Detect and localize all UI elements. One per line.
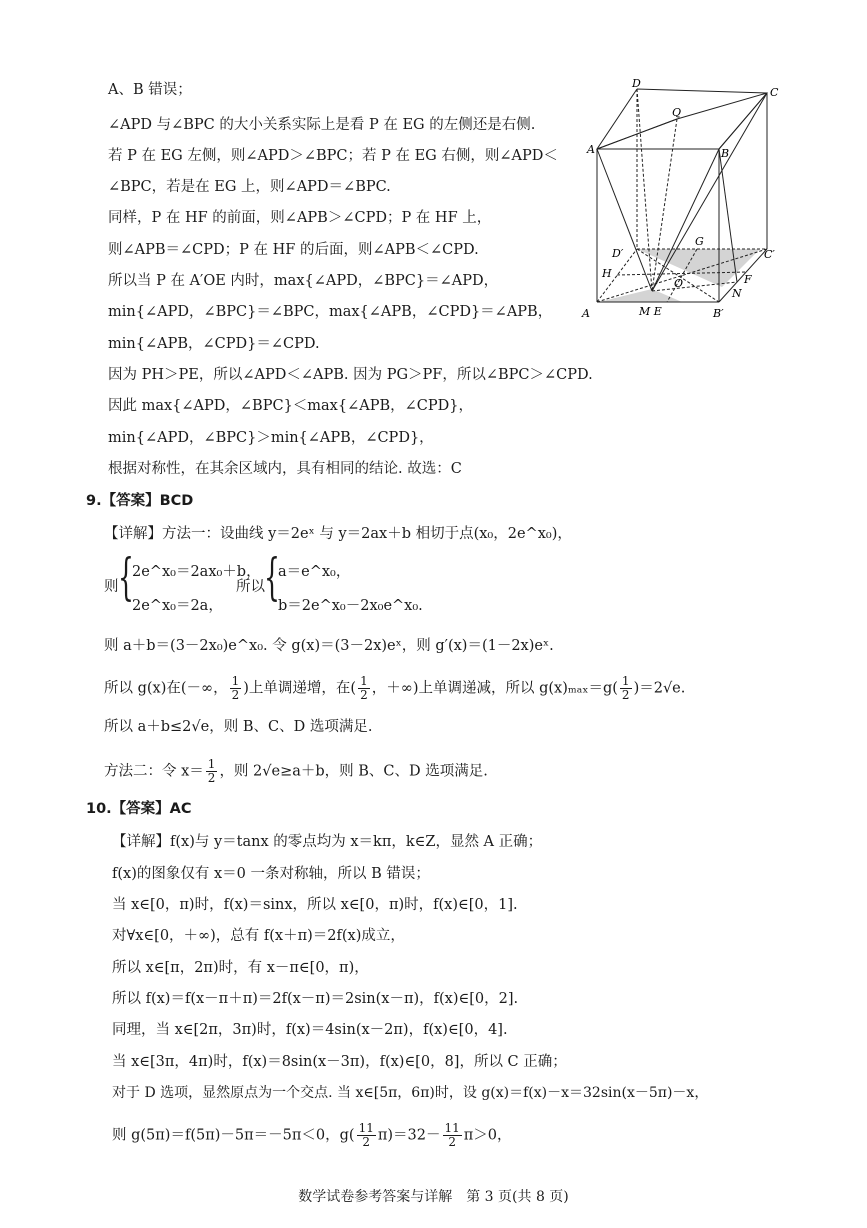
fraction-eleven-halves [357, 1122, 376, 1149]
label-B: B [721, 147, 730, 160]
fraction-one-half [230, 675, 242, 702]
fraction-one-half [620, 675, 632, 702]
equation: 2e^x₀＝2ax₀＋b， [132, 564, 261, 580]
label-D-prime: D′ [612, 247, 624, 260]
text-line: 若 P 在 EG 左侧，则∠APD＞∠BPC；若 P 在 EG 右侧，则∠APD＜ [108, 148, 558, 164]
text-line: 同样，P 在 HF 的前面，则∠APB＞∠CPD；P 在 HF 上， [108, 210, 492, 226]
text-line: 对于 D 选项，显然原点为一个交点. 当 x∈[5π，6π)时，设 g(x)＝f(x)－x＝32sin(x－5π)－x， [112, 1085, 709, 1101]
label-A: A [587, 143, 595, 156]
text-line: 所以 a＋b≤2√e，则 B、C、D 选项满足. [104, 719, 373, 735]
label-F: F [744, 273, 752, 286]
text-line: min{∠APB，∠CPD}＝∠CPD. [108, 336, 320, 352]
numerator: 1 [231, 674, 240, 688]
denominator: 2 [231, 688, 240, 702]
text-line: 对∀x∈[0，＋∞)，总有 f(x＋π)＝2f(x)成立， [112, 928, 405, 944]
text-segment: )＝2√e. [633, 680, 686, 697]
label-N: N [732, 287, 742, 300]
text-line: 【详解】方法一：设曲线 y＝2eˣ 与 y＝2ax＋b 相切于点(x₀，2e^x₀)， [104, 526, 572, 542]
text-segment: 方法二：令 x＝ [104, 763, 204, 780]
text-line: f(x)的图象仅有 x＝0 一条对称轴，所以 B 错误； [112, 866, 430, 882]
text-segment: π)＝32－ [377, 1127, 441, 1144]
text-line: 所以 f(x)＝f(x－π＋π)＝2f(x－π)＝2sin(x－π)，f(x)∈[0，2]. [112, 991, 519, 1007]
text-line: 因为 PH＞PE，所以∠APD＜∠APB. 因为 PG＞PF，所以∠BPC＞∠CPD. [108, 367, 593, 383]
numerator: 1 [207, 757, 216, 771]
label-D: D [632, 77, 641, 90]
label-G: G [695, 235, 704, 248]
label-O: O [674, 277, 684, 290]
text-segment: π＞0， [463, 1127, 512, 1144]
cube-geometry-figure [577, 77, 787, 327]
text-line: 根据对称性，在其余区域内，具有相同的结论. 故选：C [108, 461, 462, 477]
fraction-eleven-halves [443, 1122, 462, 1149]
denominator: 2 [360, 688, 368, 702]
text-segment: ，＋∞)上单调递减，所以 g(x)ₘₐₓ＝g( [371, 680, 618, 697]
text-segment: )上单调递增，在( [243, 680, 357, 697]
text-line [104, 675, 685, 702]
text-line [104, 758, 488, 785]
text-line [112, 1122, 512, 1149]
numerator: 11 [358, 1121, 374, 1135]
text-line: min{∠APD，∠BPC}＞min{∠APB，∠CPD}， [108, 430, 434, 446]
text-segment: ，则 2√e≥a＋b，则 B、C、D 选项满足. [219, 763, 488, 780]
label-C: C [770, 86, 779, 99]
label-M-E: M E [639, 305, 662, 318]
label-B-prime: B′ [713, 307, 724, 320]
text-segment: 所以 g(x)在(－∞， [104, 680, 228, 697]
denominator: 2 [448, 1135, 456, 1149]
text-line: ∠APD 与∠BPC 的大小关系实际上是看 P 在 EG 的左侧还是右侧. [108, 117, 536, 133]
left-brace: { [264, 548, 280, 606]
text-line: 所以 x∈[π，2π)时，有 x－π∈[0，π)， [112, 960, 369, 976]
numerator: 11 [444, 1121, 460, 1135]
text-line: 则∠APB＝∠CPD；P 在 HF 的后面，则∠APB＜∠CPD. [108, 242, 479, 258]
system-prefix: 则 [104, 579, 119, 595]
denominator: 2 [362, 1135, 371, 1149]
label-H: H [602, 267, 612, 280]
shaded-region-bottom [599, 289, 682, 302]
text-line: 当 x∈[0，π)时，f(x)＝sinx，所以 x∈[0，π)时，f(x)∈[0，1]. [112, 897, 518, 913]
text-line: A、B 错误； [108, 82, 192, 98]
label-Q: Q [672, 106, 682, 119]
label-A-bottom: A [582, 307, 590, 320]
page-footer: 数学试卷参考答案与详解 第 3 页(共 8 页) [298, 1189, 569, 1205]
equation: a＝e^x₀， [278, 564, 351, 580]
text-segment: 则 g(5π)＝f(5π)－5π＝－5π＜0，g( [112, 1127, 355, 1144]
denominator: 2 [207, 771, 216, 785]
numerator: 1 [360, 674, 368, 688]
question-10-heading: 10.【答案】AC [86, 801, 192, 817]
fraction-one-half [206, 758, 218, 785]
text-line: 所以当 P 在 A′OE 内时，max{∠APD，∠BPC}＝∠APD， [108, 273, 499, 289]
label-C-prime: C′ [764, 248, 775, 261]
text-line: 当 x∈[3π，4π)时，f(x)＝8sin(x－3π)，f(x)∈[0，8]，所以 C 正确； [112, 1054, 567, 1070]
denominator: 2 [621, 688, 630, 702]
numerator: 1 [621, 674, 630, 688]
text-line: 则 a＋b＝(3－2x₀)e^x₀. 令 g(x)＝(3－2x)eˣ，则 g′(x)＝(1－2x)eˣ. [104, 638, 554, 654]
text-line: 【详解】f(x)与 y＝tanx 的零点均为 x＝kπ，k∈Z，显然 A 正确； [112, 834, 543, 850]
text-line: 同理，当 x∈[2π，3π)时，f(x)＝4sin(x－2π)，f(x)∈[0，4]. [112, 1022, 508, 1038]
text-line: ∠BPC，若是在 EG 上，则∠APD＝∠BPC. [108, 179, 391, 195]
system-connector: 所以 [236, 579, 265, 595]
fraction-one-half [358, 675, 370, 702]
question-9-heading: 9.【答案】BCD [86, 493, 194, 509]
left-brace: { [118, 548, 134, 606]
equation: 2e^x₀＝2a， [132, 598, 223, 614]
text-line: min{∠APD，∠BPC}＝∠BPC，max{∠APB，∠CPD}＝∠APB， [108, 304, 553, 320]
text-line: 因此 max{∠APD，∠BPC}＜max{∠APB，∠CPD}， [108, 398, 473, 414]
equation: b＝2e^x₀－2x₀e^x₀. [278, 598, 423, 614]
